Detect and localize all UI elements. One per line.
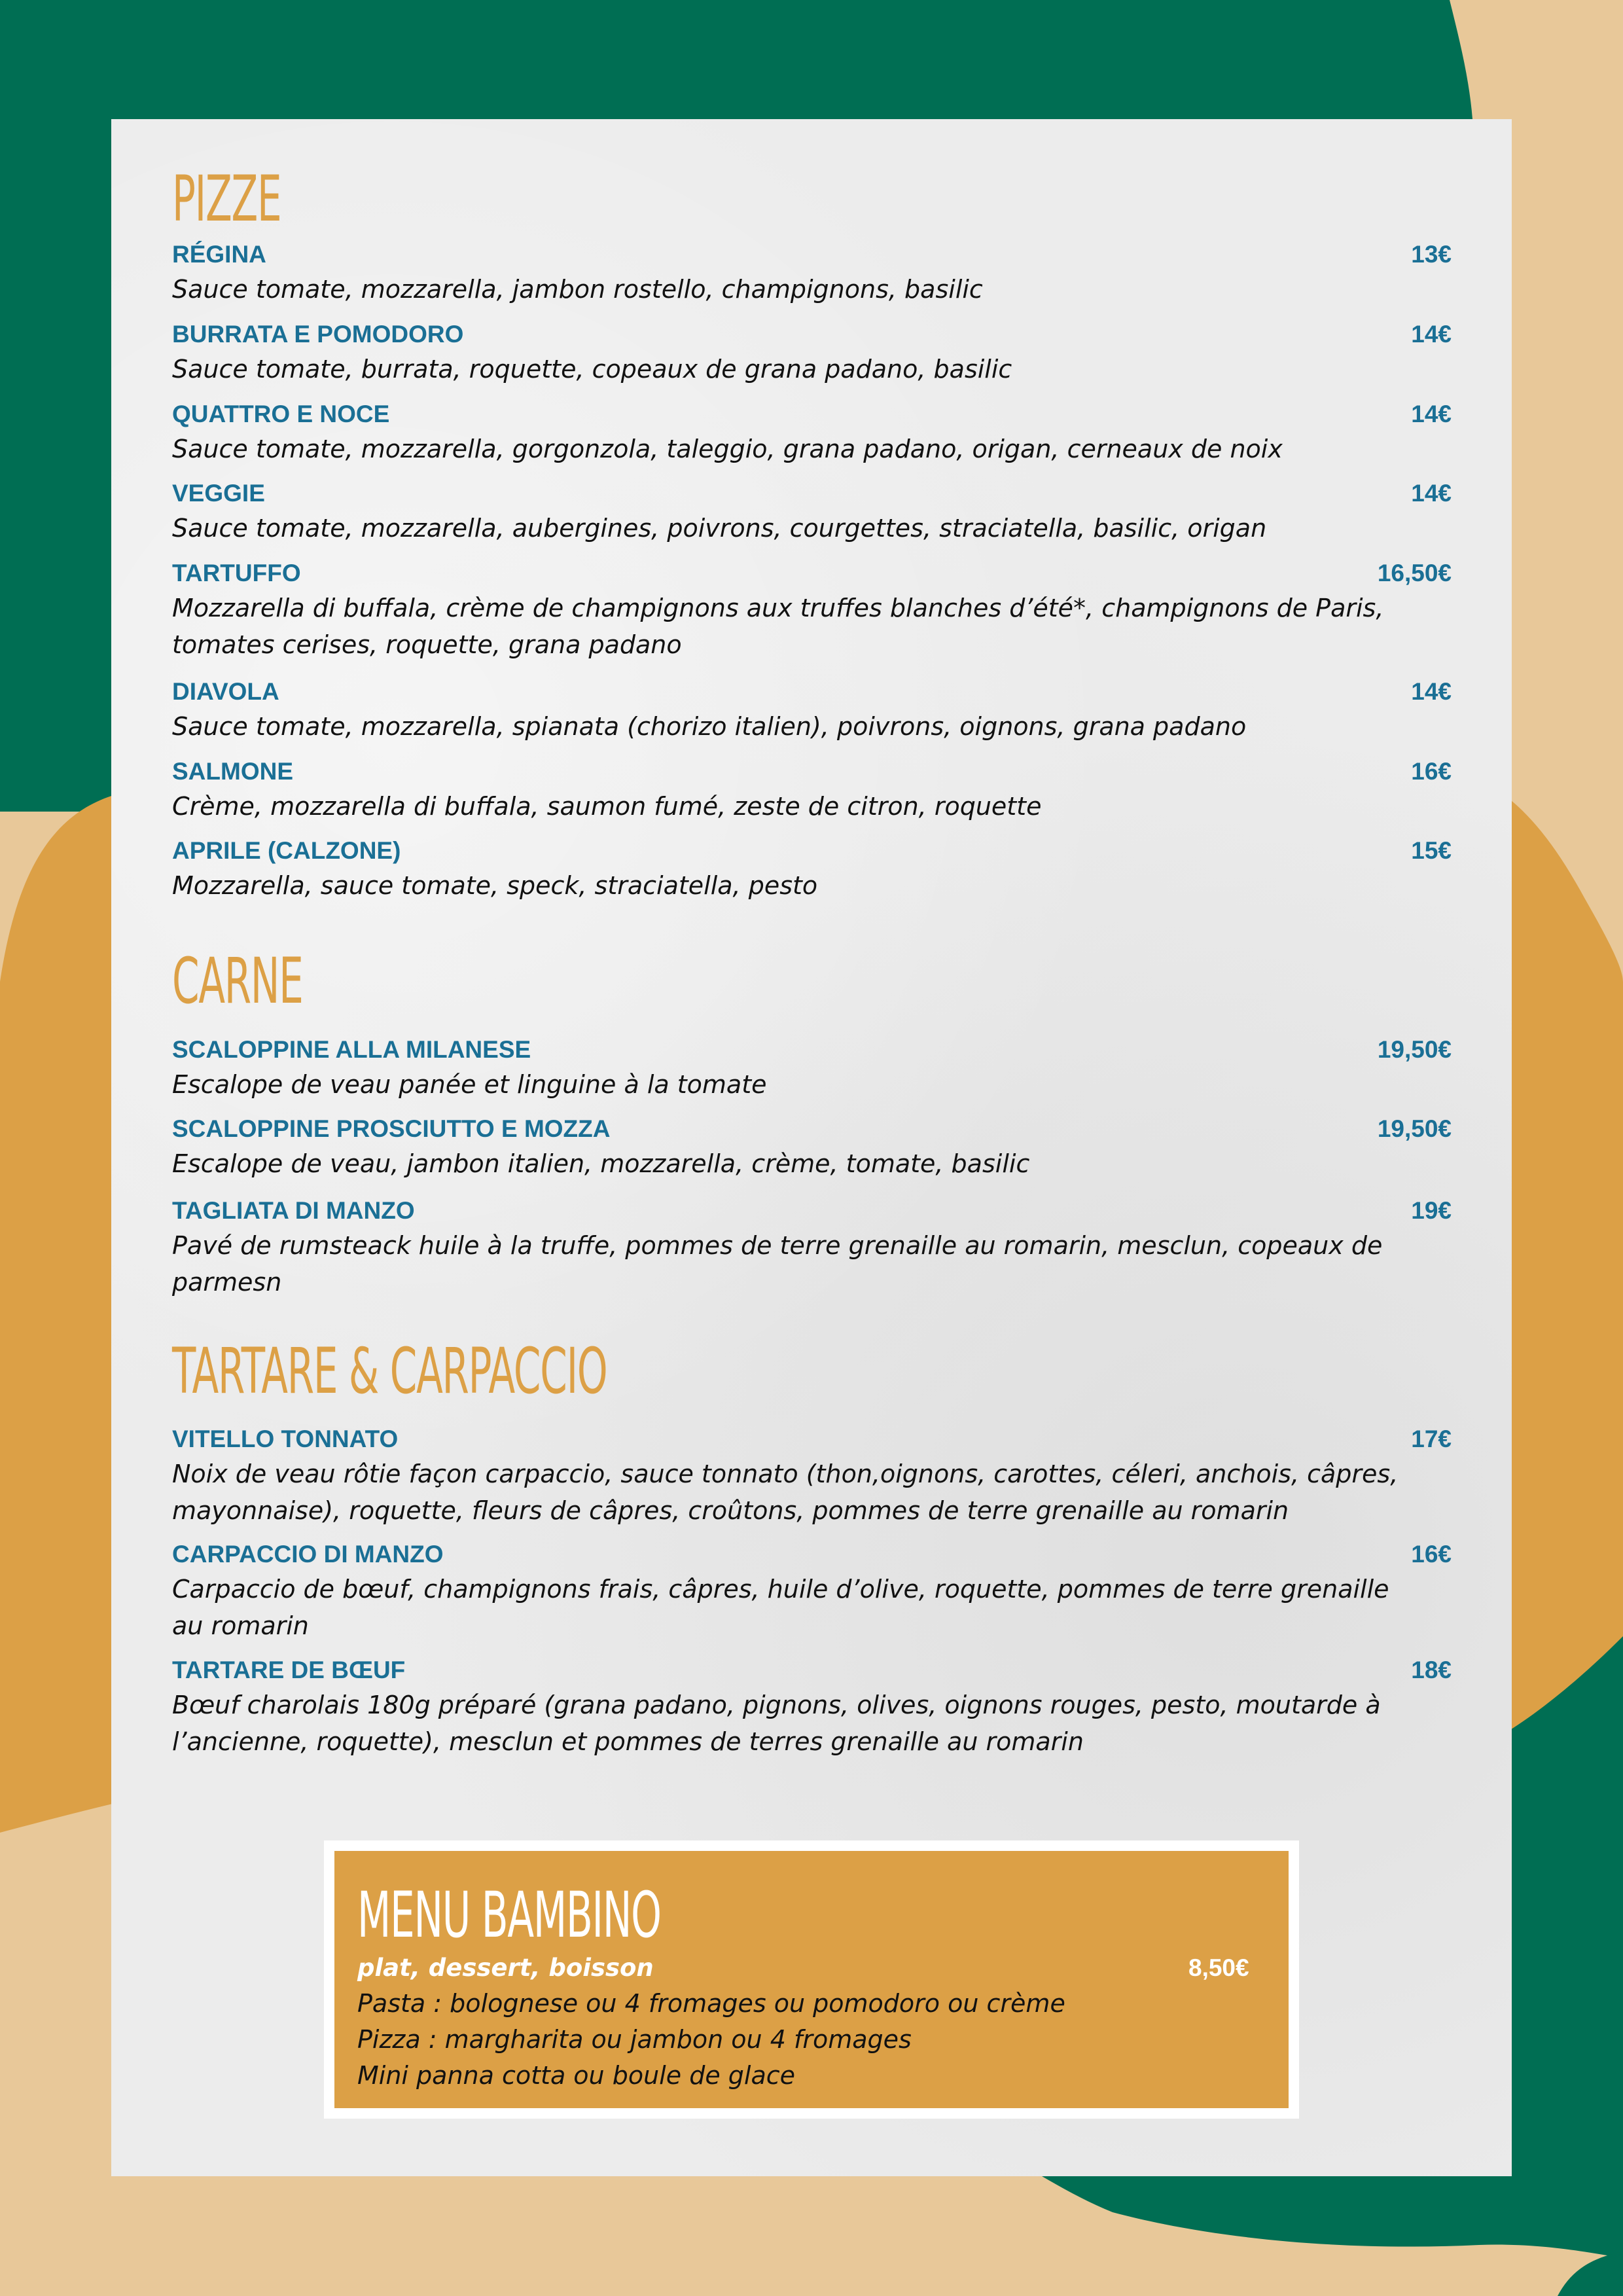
menu-item-description: Sauce tomate, mozzarella, aubergines, poivrons, courgettes, straciatella, basilic, origan <box>172 514 1267 543</box>
menu-item-price: 18€ <box>1411 1657 1452 1683</box>
menu-item-name: SCALOPPINE ALLA MILANESE <box>172 1036 531 1063</box>
menu-item <box>172 1117 1452 1141</box>
menu-item-description: Noix de veau rôtie façon carpaccio, sauce tonnato (thon,oignons, carottes, céleri, anchois, câpres, <box>172 1460 1399 1488</box>
menu-item-description: Sauce tomate, mozzarella, jambon rostello, champignons, basilic <box>172 275 983 304</box>
menu-item-price: 14€ <box>1411 401 1452 427</box>
menu-item <box>172 402 1452 426</box>
menu-item-description: Crème, mozzarella di buffala, saumon fumé, zeste de citron, roquette <box>172 792 1042 821</box>
menu-item-name: TAGLIATA DI MANZO <box>172 1197 415 1224</box>
menu-item-description: Mozzarella di buffala, crème de champignons aux truffes blanches d’été*, champignons de Paris, <box>172 594 1384 622</box>
menu-item-price: 14€ <box>1411 321 1452 348</box>
menu-item-name: CARPACCIO DI MANZO <box>172 1541 444 1568</box>
menu-item-price: 14€ <box>1411 678 1452 705</box>
menu-item-name: QUATTRO E NOCE <box>172 401 390 427</box>
menu-item <box>172 759 1452 783</box>
menu-item-description: Escalope de veau panée et linguine à la tomate <box>172 1070 767 1099</box>
menu-item-price: 19,50€ <box>1377 1036 1452 1063</box>
menu-item-price: 16,50€ <box>1377 560 1452 586</box>
menu-item-description: Carpaccio de bœuf, champignons frais, câpres, huile d’olive, roquette, pommes de terre grenaille <box>172 1575 1389 1604</box>
menu-item-price: 19,50€ <box>1377 1115 1452 1142</box>
menu-item-price: 14€ <box>1411 480 1452 507</box>
menu-item <box>172 561 1452 585</box>
menu-item-name: SALMONE <box>172 758 293 785</box>
menu-item-description: tomates cerises, roquette, grana padano <box>172 630 682 659</box>
menu-item <box>172 1037 1452 1062</box>
menu-item-price: 16€ <box>1411 1541 1452 1568</box>
section-title: PIZZE <box>172 162 281 236</box>
menu-bambino-line: Mini panna cotta ou boule de glace <box>357 2061 796 2090</box>
menu-item <box>172 481 1452 505</box>
menu-item-name: TARTUFFO <box>172 560 301 586</box>
menu-item-price: 13€ <box>1411 241 1452 268</box>
menu-item-price: 16€ <box>1411 758 1452 785</box>
menu-item <box>172 1542 1452 1566</box>
menu-bambino-subtitle: plat, dessert, boisson <box>357 1954 654 1982</box>
menu-item <box>172 1198 1452 1223</box>
menu-item-description: mayonnaise), roquette, fleurs de câpres, croûtons, pommes de terre grenaille au romarin <box>172 1496 1289 1525</box>
section-title: CARNE <box>172 944 303 1018</box>
menu-item <box>172 838 1452 863</box>
menu-item-price: 19€ <box>1411 1197 1452 1224</box>
menu-bambino-line: Pasta : bolognese ou 4 fromages ou pomodoro ou crème <box>357 1989 1065 2018</box>
menu-item <box>172 1427 1452 1451</box>
menu-item-description: parmesn <box>172 1268 282 1297</box>
menu-item-name: VEGGIE <box>172 480 265 507</box>
menu-item-name: BURRATA E POMODORO <box>172 321 464 348</box>
menu-item-description: l’ancienne, roquette), mesclun et pommes de terres grenaille au romarin <box>172 1727 1084 1756</box>
menu-item-name: TARTARE DE BŒUF <box>172 1657 406 1683</box>
menu-item-description: Bœuf charolais 180g préparé (grana padano, pignons, olives, oignons rouges, pesto, moutarde à <box>172 1691 1381 1719</box>
menu-item-name: APRILE (CALZONE) <box>172 837 401 864</box>
menu-item <box>172 679 1452 704</box>
menu-item-price: 15€ <box>1411 837 1452 864</box>
menu-item-description: Sauce tomate, mozzarella, spianata (chorizo italien), poivrons, oignons, grana padano <box>172 712 1247 741</box>
menu-item-name: SCALOPPINE PROSCIUTTO E MOZZA <box>172 1115 611 1142</box>
menu-item-description: Mozzarella, sauce tomate, speck, straciatella, pesto <box>172 871 818 900</box>
section-title: TARTARE & CARPACCIO <box>172 1335 607 1408</box>
menu-item <box>172 1658 1452 1682</box>
menu-item-description: Escalope de veau, jambon italien, mozzarella, crème, tomate, basilic <box>172 1149 1030 1178</box>
menu-item-name: RÉGINA <box>172 241 266 268</box>
menu-item <box>172 322 1452 346</box>
menu-bambino-title: MENU BAMBINO <box>357 1878 661 1952</box>
menu-item-price: 17€ <box>1411 1426 1452 1452</box>
menu-item-name: DIAVOLA <box>172 678 279 705</box>
menu-item-description: Pavé de rumsteack huile à la truffe, pommes de terre grenaille au romarin, mesclun, copeaux de <box>172 1231 1383 1260</box>
menu-item <box>172 242 1452 266</box>
menu-item-name: VITELLO TONNATO <box>172 1426 399 1452</box>
menu-item-description: Sauce tomate, mozzarella, gorgonzola, taleggio, grana padano, origan, cerneaux de noix <box>172 435 1283 463</box>
menu-bambino-price: 8,50€ <box>1188 1954 1249 1981</box>
menu-bambino-line: Pizza : margharita ou jambon ou 4 fromages <box>357 2025 912 2054</box>
menu-item-description: Sauce tomate, burrata, roquette, copeaux de grana padano, basilic <box>172 355 1012 384</box>
menu-item-description: au romarin <box>172 1611 309 1640</box>
